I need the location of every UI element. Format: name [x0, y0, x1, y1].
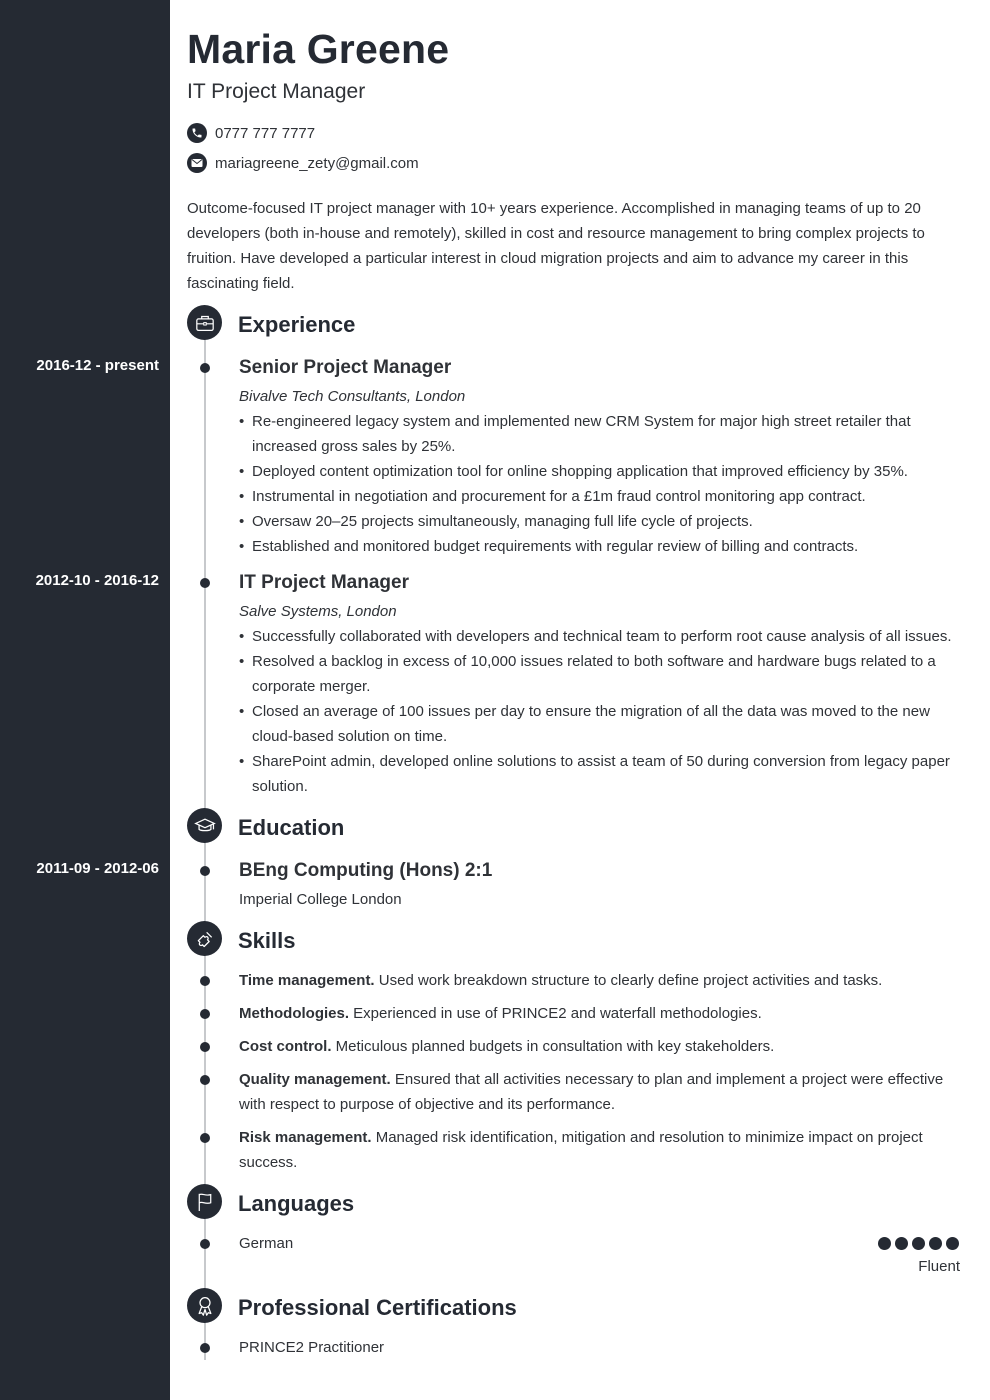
- phone-number: 0777 777 7777: [215, 124, 316, 142]
- job-bullets: [239, 409, 959, 559]
- skill-desc: Used work breakdown structure to clearly define project activities and tasks.: [378, 972, 883, 989]
- list-item: • SharePoint admin, developed online solutions to assist a team of 50 during conversion from legacy paper solution.: [239, 749, 959, 799]
- timeline-dot: [200, 1042, 210, 1052]
- briefcase-icon: [187, 305, 222, 340]
- job-bullets: [239, 624, 959, 799]
- timeline-dot: [200, 1075, 210, 1085]
- skill-name: Cost control.: [239, 1038, 332, 1055]
- skill-item: [239, 1125, 959, 1175]
- timeline-dot: [200, 363, 210, 373]
- skills-heading: Skills: [238, 928, 296, 953]
- skill-name: Quality management.: [239, 1071, 391, 1088]
- list-item: • Resolved a backlog in excess of 10,000 issues related to both software and hardware bugs related to a corporate merger.: [239, 649, 959, 699]
- rating-dot: [878, 1237, 891, 1250]
- skill-desc: Managed risk identification, mitigation and resolution to minimize impact on project success.: [239, 1129, 923, 1171]
- languages-heading: Languages: [238, 1191, 355, 1216]
- list-item: • Deployed content optimization tool for online shopping application that improved efficiency by 35%.: [239, 459, 959, 484]
- education-heading: Education: [238, 815, 345, 840]
- profile-summary: Outcome-focused IT project manager with 10+ years experience. Accomplished in managing teams of up to 20 developers (both in-house and remotely), skilled in cost and resource management to bring complex projects to fruition. Have developed a particular interest in cloud migration projects and aim to advance my career in this fascinating field.: [187, 200, 925, 292]
- skill-item: [239, 968, 959, 993]
- skill-name: Time management.: [239, 972, 375, 989]
- school-name: Imperial College London: [239, 891, 402, 908]
- job-date: 2012-10 - 2016-12: [35, 572, 159, 589]
- job-title: Senior Project Manager: [239, 357, 452, 378]
- timeline-dot: [200, 866, 210, 876]
- rating-dot: [912, 1237, 925, 1250]
- list-item: • Instrumental in negotiation and procurement for a £1m fraud control monitoring app contract.: [239, 484, 959, 509]
- phone-contact: [187, 123, 315, 143]
- job-title: IT Project Manager: [239, 572, 409, 593]
- flag-icon: [187, 1184, 222, 1219]
- list-item: • Re-engineered legacy system and implemented new CRM System for major high street retailer that increased gross sales by 25%.: [239, 409, 959, 459]
- education-date: 2011-09 - 2012-06: [36, 860, 159, 877]
- rating-dot: [929, 1237, 942, 1250]
- rating-dot: [895, 1237, 908, 1250]
- skill-desc: Experienced in use of PRINCE2 and waterfall methodologies.: [353, 1005, 762, 1022]
- skill-name: Risk management.: [239, 1129, 372, 1146]
- phone-icon: [187, 123, 207, 143]
- envelope-icon: [187, 153, 207, 173]
- timeline-dot: [200, 1009, 210, 1019]
- list-item: • Closed an average of 100 issues per day to ensure the migration of all the data was moved to the new cloud-based solution on time.: [239, 699, 959, 749]
- rating-dot: [946, 1237, 959, 1250]
- graduation-cap-icon: [187, 808, 222, 843]
- timeline-dot: [200, 1343, 210, 1353]
- experience-heading: Experience: [238, 312, 356, 337]
- list-item: • Successfully collaborated with developers and technical team to perform root cause analysis of all issues.: [239, 624, 959, 649]
- list-item: • Established and monitored budget requirements with regular review of billing and contracts.: [239, 534, 959, 559]
- list-item: • Oversaw 20–25 projects simultaneously, managing full life cycle of projects.: [239, 509, 959, 534]
- timeline-dot: [200, 976, 210, 986]
- skill-desc: Ensured that all activities necessary to plan and implement a project were effective with respect to purpose of objective and its performance.: [239, 1071, 944, 1113]
- skill-desc: Meticulous planned budgets in consultation with key stakeholders.: [335, 1038, 775, 1055]
- certification-item: PRINCE2 Practitioner: [239, 1339, 385, 1356]
- timeline-dot: [200, 578, 210, 588]
- candidate-role: IT Project Manager: [187, 80, 366, 103]
- email-contact: [187, 153, 419, 173]
- skill-item: [239, 1001, 959, 1026]
- skill-item: [239, 1034, 959, 1059]
- skill-item: [239, 1067, 959, 1117]
- language-level: Fluent: [918, 1258, 960, 1275]
- degree-title: BEng Computing (Hons) 2:1: [239, 860, 493, 881]
- timeline-dot: [200, 1239, 210, 1249]
- certifications-heading: Professional Certifications: [238, 1295, 517, 1320]
- skill-name: Methodologies.: [239, 1005, 349, 1022]
- email-address[interactable]: mariagreene_zety@gmail.com: [215, 154, 419, 172]
- language-name: German: [239, 1235, 294, 1252]
- timeline-dot: [200, 1133, 210, 1143]
- job-date: 2016-12 - present: [36, 357, 159, 374]
- award-ribbon-icon: [187, 1288, 222, 1323]
- language-rating: [878, 1237, 959, 1250]
- candidate-name: Maria Greene: [187, 26, 450, 72]
- puzzle-icon: [187, 921, 222, 956]
- left-sidebar: [0, 0, 170, 1400]
- job-company: Salve Systems, London: [239, 603, 397, 620]
- job-company: Bivalve Tech Consultants, London: [239, 388, 466, 405]
